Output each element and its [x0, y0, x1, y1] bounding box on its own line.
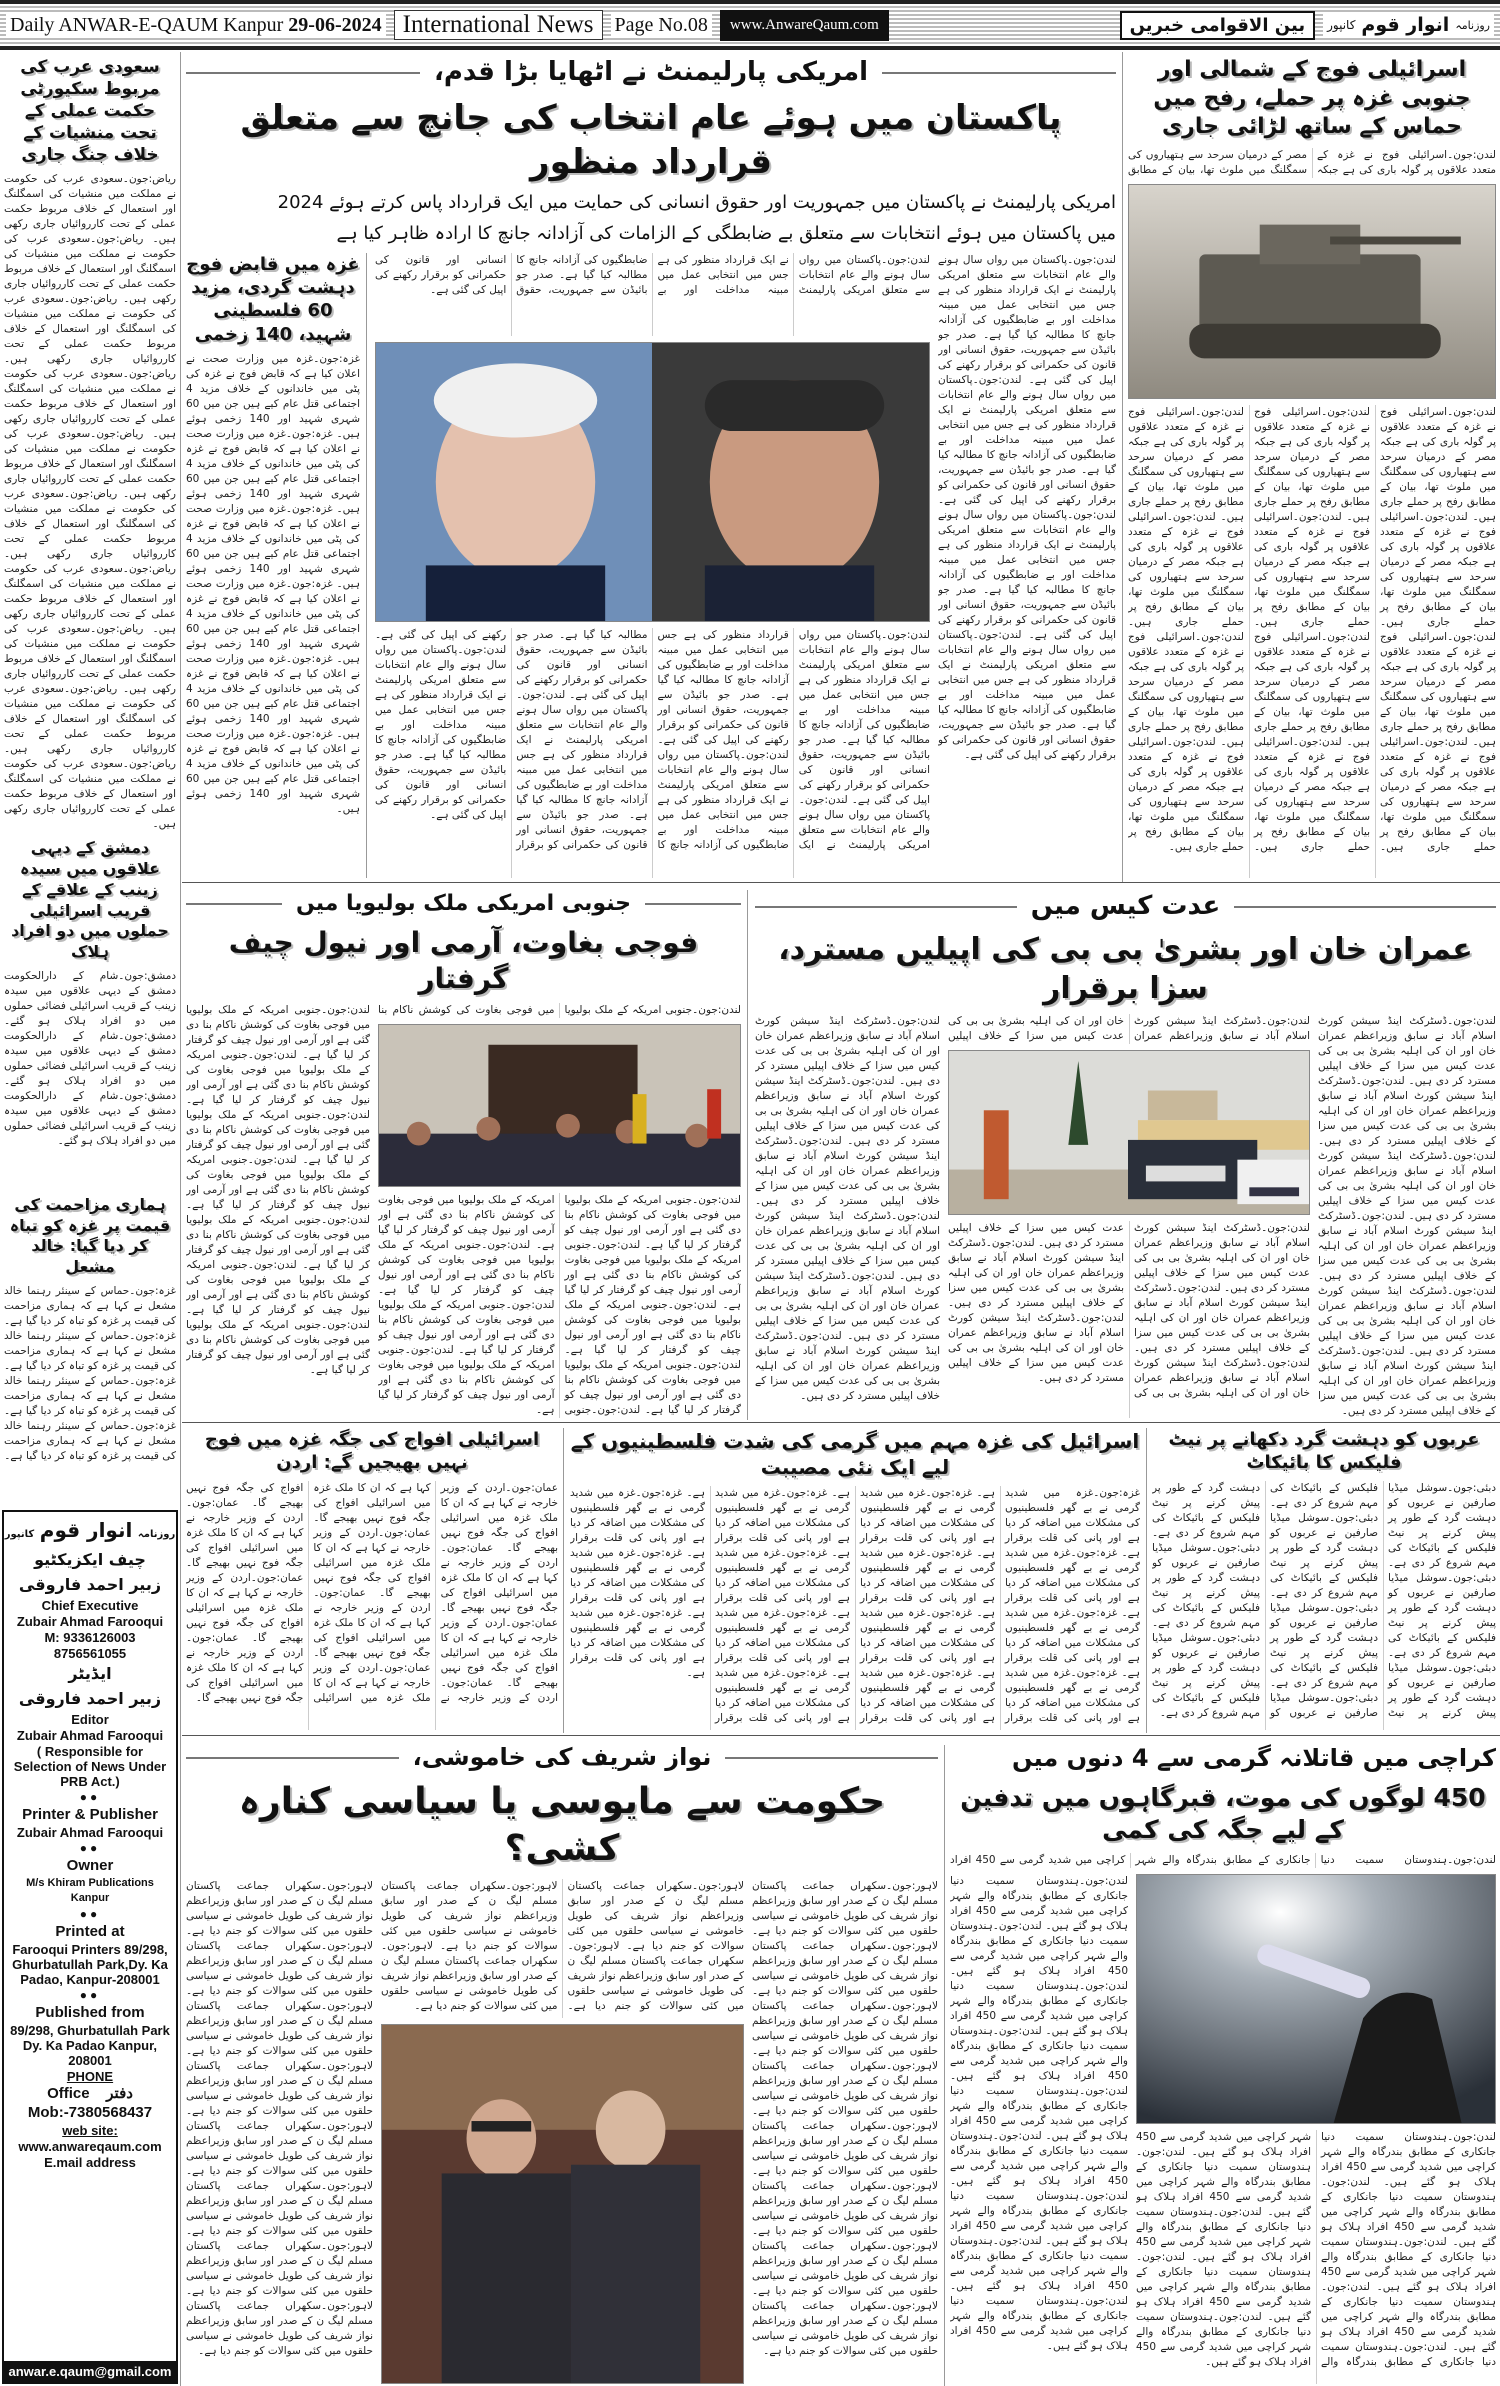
heat-photo-image: [1137, 1875, 1495, 2123]
section-title-urdu: بین الاقوامی خبریں: [1120, 11, 1315, 40]
header-left: [6, 14, 386, 37]
website-label: web site:: [62, 2123, 118, 2138]
tank-photo: [1128, 184, 1496, 399]
jordan-headline: اسرائیلی افواج کی جگہ غزہ میں فوج نہیں بھیجیں گے: اردن: [204, 1429, 540, 1474]
bolivia-kicker: [186, 890, 741, 919]
karachi-headline: 450 لوگوں کی موت، قبرگاہوں میں تدفین کے لیے جگہ کی کمی: [960, 1782, 1486, 1845]
karachi-kicker: کراچی میں قاتلانہ گرمی سے 4 دنوں میں: [1012, 1744, 1496, 1772]
lead-body-above-photo: لندن:جون۔پاکستان میں رواں سال ہونے والے عام انتخابات سے متعلق امریکی پارلیمنٹ نے ایک قرارداد منظور کی ہے جس میں انتخابی عمل میں مبینہ مداخلت اور بے ضابطگیوں کی آزادانہ جانچ کا مطالبہ کیا گیا ہے۔ صدر جو بائیڈن سے جمہوریت، حقوق انسانی اور قانون کی حکمرانی کو برقرار رکھنے کی اپیل کی گئی ہے۔: [375, 253, 930, 296]
owner-name: M/s Khiram Publications Kanpur: [26, 1877, 154, 1904]
owner-label: Owner: [66, 1857, 114, 1874]
lead-headline: پاکستان میں ہوئے عام انتخاب کی جانچ سے متعلق قرارداد منظور: [240, 97, 1062, 182]
phone-label: PHONE: [66, 2069, 114, 2084]
office-urdu: دفتر: [106, 2085, 133, 2102]
police-photo: [948, 1050, 1310, 1215]
bolivia-story: [186, 890, 741, 1418]
imran-story: [755, 890, 1496, 1418]
editor-name-urdu: زبیر احمد فاروقی: [18, 1689, 162, 1708]
karachi-body-left: لندن:جون۔ہندوستان سمیت دنیا جانکاری کے مطابق بندرگاہ والے شہر کراچی میں شدید گرمی سے 450 افراد ہلاک ہو گئے ہیں۔ لندن:جون۔ہندوستان سمیت دنیا جانکاری کے مطابق بندرگاہ والے شہر کراچی میں شدید گرمی سے 450 افراد ہلاک ہو گئے ہیں۔ لندن:جون۔ہندوستان سمیت دنیا جانکاری کے مطابق بندرگاہ والے شہر کراچی میں شدید گرمی سے 450 افراد ہلاک ہو گئے ہیں۔ لندن:جون۔ہندوستان سمیت دنیا جانکاری کے مطابق بندرگاہ والے شہر کراچی میں شدید گرمی سے 450 افراد ہلاک ہو گئے ہیں۔ لندن:جون۔ہندوستان سمیت دنیا جانکاری کے مطابق بندرگاہ والے شہر کراچی میں شدید گرمی سے 450 افراد ہلاک ہو گئے ہیں۔ لندن:جون۔ہندوستان سمیت دنیا جانکاری کے مطابق بندرگاہ والے شہر کراچی میں شدید گرمی سے 450 افراد ہلاک ہو گئے ہیں۔ لندن:جون۔ہندوستان سمیت دنیا جانکاری کے مطابق بندرگاہ والے شہر کراچی میں شدید گرمی سے 450 افراد ہلاک ہو گئے ہیں۔ لندن:جون۔ہندوستان سمیت دنیا جانکاری کے مطابق بندرگاہ والے شہر کراچی میں شدید گرمی سے 450 افراد ہلاک ہو گئے ہیں۔ لندن:جون۔ہندوستان سمیت دنیا جانکاری کے مطابق بندرگاہ والے شہر کراچی میں شدید گرمی سے 450 افراد ہلاک ہو گئے ہیں۔: [950, 1874, 1128, 2352]
separator-dots: ●●: [79, 1790, 101, 1804]
printed-address: Farooqui Printers 89/298, Ghurbatullah Park,Dy. Ka Padao, Kanpur-208001: [12, 1942, 168, 1987]
lead-kicker-text: امریکی پارلیمنٹ نے اٹھایا بڑا قدم،: [433, 57, 868, 87]
nawaz-body-top: لاہور:جون۔سکھراں جماعت پاکستان مسلم لیگ ن کے صدر اور سابق وزیراعظم نواز شریف کی طویل خاموشی نے سیاسی حلقوں میں کئی سوالات کو جنم دیا ہے۔ لاہور:جون۔سکھراں جماعت پاکستان مسلم لیگ ن کے صدر اور سابق وزیراعظم نواز شریف کی طویل خاموشی نے سیاسی حلقوں میں کئی سوالات کو جنم دیا ہے۔ لاہور:جون۔سکھراں جماعت پاکستان مسلم لیگ ن کے صدر اور سابق وزیراعظم نواز شریف کی طویل خاموشی نے سیاسی حلقوں میں کئی سوالات کو جنم دیا ہے۔ لاہور:جون۔سکھراں جماعت پاکستان مسلم لیگ ن کے صدر اور سابق وزیراعظم نواز شریف کی طویل خاموشی نے سیاسی حلقوں میں کئی سوالات کو جنم دیا ہے۔: [381, 1879, 744, 2012]
karachi-story: [950, 1742, 1496, 2384]
chief-exec-name: Zubair Ahmad Farooqui: [16, 1614, 164, 1629]
karachi-body-right: لندن:جون۔ہندوستان سمیت دنیا جانکاری کے مطابق بندرگاہ والے شہر کراچی میں شدید گرمی سے 450 افراد ہلاک ہو گئے ہیں۔ لندن:جون۔ہندوستان سمیت دنیا جانکاری کے مطابق بندرگاہ والے شہر کراچی میں شدید گرمی سے 450 افراد ہلاک ہو گئے ہیں۔ لندن:جون۔ہندوستان سمیت دنیا جانکاری کے مطابق بندرگاہ والے شہر کراچی میں شدید گرمی سے 450 افراد ہلاک ہو گئے ہیں۔ لندن:جون۔ہندوستان سمیت دنیا جانکاری کے مطابق بندرگاہ والے شہر کراچی میں شدید گرمی سے 450 افراد ہلاک ہو گئے ہیں۔ لندن:جون۔ہندوستان سمیت دنیا جانکاری کے مطابق بندرگاہ والے شہر کراچی میں شدید گرمی سے 450 افراد ہلاک ہو گئے ہیں۔ لندن:جون۔ہندوستان سمیت دنیا جانکاری کے مطابق بندرگاہ والے شہر کراچی میں شدید گرمی سے 450 افراد ہلاک ہو گئے ہیں۔ لندن:جون۔ہندوستان سمیت دنیا جانکاری کے مطابق بندرگاہ والے شہر کراچی میں شدید گرمی سے 450 افراد ہلاک ہو گئے ہیں۔ لندن:جون۔ہندوستان سمیت دنیا جانکاری کے مطابق بندرگاہ والے شہر کراچی میں شدید گرمی سے 450 افراد ہلاک ہو گئے ہیں۔ لندن:جون۔ہندوستان سمیت دنیا جانکاری کے مطابق بندرگاہ والے شہر کراچی میں شدید گرمی سے 450 افراد ہلاک ہو گئے ہیں۔: [1136, 2130, 1496, 2368]
karachi-photo-column: [1136, 1874, 1496, 2384]
imran-body-right: لندن:جون۔ڈسٹرکٹ اینڈ سیشن کورٹ اسلام آباد نے سابق وزیراعظم عمران خان اور ان کی اہلیہ بشریٰ بی بی کی عدت کیس میں سزا کے خلاف اپیلیں مسترد کر دی ہیں۔ لندن:جون۔ڈسٹرکٹ اینڈ سیشن کورٹ اسلام آباد نے سابق وزیراعظم عمران خان اور ان کی اہلیہ بشریٰ بی بی کی عدت کیس میں سزا کے خلاف اپیلیں مسترد کر دی ہیں۔ لندن:جون۔ڈسٹرکٹ اینڈ سیشن کورٹ اسلام آباد نے سابق وزیراعظم عمران خان اور ان کی اہلیہ بشریٰ بی بی کی عدت کیس میں سزا کے خلاف اپیلیں مسترد کر دی ہیں۔ لندن:جون۔ڈسٹرکٹ اینڈ سیشن کورٹ اسلام آباد نے سابق وزیراعظم عمران خان اور ان کی اہلیہ بشریٰ بی بی کی عدت کیس میں سزا کے خلاف اپیلیں مسترد کر دی ہیں۔ لندن:جون۔ڈسٹرکٹ اینڈ سیشن کورٹ اسلام آباد نے سابق وزیراعظم عمران خان اور ان کی اہلیہ بشریٰ بی بی کی عدت کیس میں سزا کے خلاف اپیلیں مسترد کر دی ہیں۔ لندن:جون۔ڈسٹرکٹ اینڈ سیشن کورٹ اسلام آباد نے سابق وزیراعظم عمران خان اور ان کی اہلیہ بشریٰ بی بی کی عدت کیس میں سزا کے خلاف اپیلیں مسترد کر دی ہیں۔: [1318, 1014, 1496, 1417]
police-photo-image: [949, 1051, 1309, 1214]
prb-note: ( Responsible for Selection of News Under PRB Act.): [13, 1744, 167, 1789]
israel-attack-headline: اسرائیلی فوج کے شمالی اور جنوبی غزہ پر حملے، رفح میں حماس کے ساتھ لڑائی جاری: [1153, 57, 1471, 140]
section-title: International News: [394, 10, 603, 40]
netflix-headline: عربوں کو دہشت گرد دکھانے پر نیٹ فلیکس کا بائیکاٹ: [1168, 1429, 1480, 1474]
separator-dots: ●●: [79, 1988, 101, 2002]
netflix-story: [1152, 1428, 1496, 1730]
israel-attack-body: لندن:جون۔اسرائیلی فوج نے غزہ کے متعدد علاقوں پر گولہ باری کی ہے جبکہ مصر کے درمیان سرحد سے ہتھیاروں کی سمگلنگ میں ملوث تھا، بیان کے مطابق رفح پر حملے جاری ہیں۔ لندن:جون۔اسرائیلی فوج نے غزہ کے متعدد علاقوں پر گولہ باری کی ہے جبکہ مصر کے درمیان سرحد سے ہتھیاروں کی سمگلنگ میں ملوث تھا، بیان کے مطابق رفح پر حملے جاری ہیں۔ لندن:جون۔اسرائیلی فوج نے غزہ کے متعدد علاقوں پر گولہ باری کی ہے جبکہ مصر کے درمیان سرحد سے ہتھیاروں کی سمگلنگ میں ملوث تھا، بیان کے مطابق رفح پر حملے جاری ہیں۔ لندن:جون۔اسرائیلی فوج نے غزہ کے متعدد علاقوں پر گولہ باری کی ہے جبکہ مصر کے درمیان سرحد سے ہتھیاروں کی سمگلنگ میں ملوث تھا، بیان کے مطابق رفح پر حملے جاری ہیں۔ لندن:جون۔اسرائیلی فوج نے غزہ کے متعدد علاقوں پر گولہ باری کی ہے جبکہ مصر کے درمیان سرحد سے ہتھیاروں کی سمگلنگ میں ملوث تھا، بیان کے مطابق رفح پر حملے جاری ہیں۔ لندن:جون۔اسرائیلی فوج نے غزہ کے متعدد علاقوں پر گولہ باری کی ہے جبکہ مصر کے درمیان سرحد سے ہتھیاروں کی سمگلنگ میں ملوث تھا، بیان کے مطابق رفح پر حملے جاری ہیں۔ لندن:جون۔اسرائیلی فوج نے غزہ کے متعدد علاقوں پر گولہ باری کی ہے جبکہ مصر کے درمیان سرحد سے ہتھیاروں کی سمگلنگ میں ملوث تھا، بیان کے مطابق رفح پر حملے جاری ہیں۔ لندن:جون۔اسرائیلی فوج نے غزہ کے متعدد علاقوں پر گولہ باری کی ہے جبکہ مصر کے درمیان سرحد سے ہتھیاروں کی سمگلنگ میں ملوث تھا، بیان کے مطابق رفح پر حملے جاری ہیں۔ لندن:جون۔اسرائیلی فوج نے غزہ کے متعدد علاقوں پر گولہ باری کی ہے جبکہ مصر کے درمیان سرحد سے ہتھیاروں کی سمگلنگ میں ملوث تھا، بیان کے مطابق رفح پر حملے جاری ہیں۔ لندن:جون۔اسرائیلی فوج نے غزہ کے متعدد علاقوں پر گولہ باری کی ہے جبکہ مصر کے درمیان سرحد سے ہتھیاروں کی سمگلنگ میں ملوث تھا، بیان کے مطابق رفح پر حملے جاری ہیں۔ لندن:جون۔اسرائیلی فوج نے غزہ کے متعدد علاقوں پر گولہ باری کی ہے جبکہ مصر کے درمیان سرحد سے ہتھیاروں کی سمگلنگ میں ملوث تھا، بیان کے مطابق رفح پر حملے جاری ہیں۔ لندن:جون۔اسرائیلی فوج نے غزہ کے متعدد علاقوں پر گولہ باری کی ہے جبکہ مصر کے درمیان سرحد سے ہتھیاروں کی سمگلنگ میں ملوث تھا، بیان کے مطابق رفح پر حملے جاری ہیں۔: [1128, 405, 1496, 853]
issue-date: 29-06-2024: [288, 13, 382, 36]
imprint-title: انوار قوم: [39, 1518, 133, 1542]
email-label: E.mail address: [44, 2155, 136, 2170]
imran-headline: عمران خان اور بشریٰ بی بی کی اپیلیں مسترد، سزا برقرار: [778, 931, 1473, 1006]
bolivia-body-right: لندن:جون۔جنوبی امریکہ کے ملک بولیویا میں فوجی بغاوت کی کوشش ناکام بنا دی گئی ہے اور آرمی اور نیول چیف کو گرفتار کر لیا گیا ہے۔ لندن:جون۔جنوبی امریکہ کے ملک بولیویا میں فوجی بغاوت کی کوشش ناکام بنا دی گئی ہے اور آرمی اور نیول چیف کو گرفتار کر لیا گیا ہے۔ لندن:جون۔جنوبی امریکہ کے ملک بولیویا میں فوجی بغاوت کی کوشش ناکام بنا دی گئی ہے اور آرمی اور نیول چیف کو گرفتار کر لیا گیا ہے۔ لندن:جون۔جنوبی امریکہ کے ملک بولیویا میں فوجی بغاوت کی کوشش ناکام بنا دی گئی ہے اور آرمی اور نیول چیف کو گرفتار کر لیا گیا ہے۔ لندن:جون۔جنوبی امریکہ کے ملک بولیویا میں فوجی بغاوت کی کوشش ناکام بنا دی گئی ہے اور آرمی اور نیول چیف کو گرفتار کر لیا گیا ہے۔ لندن:جون۔جنوبی امریکہ کے ملک بولیویا میں فوجی بغاوت کی کوشش ناکام بنا دی گئی ہے اور آرمی اور نیول چیف کو گرفتار کر لیا گیا ہے۔ لندن:جون۔جنوبی امریکہ کے ملک بولیویا میں فوجی بغاوت کی کوشش ناکام بنا دی گئی ہے اور آرمی اور نیول چیف کو گرفتار کر لیا گیا ہے۔ لندن:جون۔جنوبی امریکہ کے ملک بولیویا میں فوجی بغاوت کی کوشش ناکام بنا دی گئی ہے اور آرمی اور نیول چیف کو گرفتار کر لیا گیا ہے۔: [378, 1194, 741, 1417]
printer-label: Printer & Publisher: [22, 1806, 158, 1823]
mobile-1: 9336126003: [63, 1630, 136, 1645]
separator-dots: ●●: [79, 1907, 101, 1921]
website-link[interactable]: www.AnwareQaum.com: [720, 10, 889, 41]
gaza60-headline: غزہ میں قابض فوج دہشت گردی، مزید 60 فلسطینی شہید، 140 زخمی: [186, 253, 360, 345]
imran-body-left: لندن:جون۔ڈسٹرکٹ اینڈ سیشن کورٹ اسلام آباد نے سابق وزیراعظم عمران خان اور ان کی اہلیہ بشریٰ بی بی کی عدت کیس میں سزا کے خلاف اپیلیں مسترد کر دی ہیں۔ لندن:جون۔ڈسٹرکٹ اینڈ سیشن کورٹ اسلام آباد نے سابق وزیراعظم عمران خان اور ان کی اہلیہ بشریٰ بی بی کی عدت کیس میں سزا کے خلاف اپیلیں مسترد کر دی ہیں۔ لندن:جون۔ڈسٹرکٹ اینڈ سیشن کورٹ اسلام آباد نے سابق وزیراعظم عمران خان اور ان کی اہلیہ بشریٰ بی بی کی عدت کیس میں سزا کے خلاف اپیلیں مسترد کر دی ہیں۔ لندن:جون۔ڈسٹرکٹ اینڈ سیشن کورٹ اسلام آباد نے سابق وزیراعظم عمران خان اور ان کی اہلیہ بشریٰ بی بی کی عدت کیس میں سزا کے خلاف اپیلیں مسترد کر دی ہیں۔ لندن:جون۔ڈسٹرکٹ اینڈ سیشن کورٹ اسلام آباد نے سابق وزیراعظم عمران خان اور ان کی اہلیہ بشریٰ بی بی کی عدت کیس میں سزا کے خلاف اپیلیں مسترد کر دی ہیں۔ لندن:جون۔ڈسٹرکٹ اینڈ سیشن کورٹ اسلام آباد نے سابق وزیراعظم عمران خان اور ان کی اہلیہ بشریٰ بی بی کی عدت کیس میں سزا کے خلاف اپیلیں مسترد کر دی ہیں۔: [755, 1014, 940, 1402]
bolivia-body-left: لندن:جون۔جنوبی امریکہ کے ملک بولیویا میں فوجی بغاوت کی کوشش ناکام بنا دی گئی ہے اور آرمی اور نیول چیف کو گرفتار کر لیا گیا ہے۔ لندن:جون۔جنوبی امریکہ کے ملک بولیویا میں فوجی بغاوت کی کوشش ناکام بنا دی گئی ہے اور آرمی اور نیول چیف کو گرفتار کر لیا گیا ہے۔ لندن:جون۔جنوبی امریکہ کے ملک بولیویا میں فوجی بغاوت کی کوشش ناکام بنا دی گئی ہے اور آرمی اور نیول چیف کو گرفتار کر لیا گیا ہے۔ لندن:جون۔جنوبی امریکہ کے ملک بولیویا میں فوجی بغاوت کی کوشش ناکام بنا دی گئی ہے اور آرمی اور نیول چیف کو گرفتار کر لیا گیا ہے۔ لندن:جون۔جنوبی امریکہ کے ملک بولیویا میں فوجی بغاوت کی کوشش ناکام بنا دی گئی ہے اور آرمی اور نیول چیف کو گرفتار کر لیا گیا ہے۔ لندن:جون۔جنوبی امریکہ کے ملک بولیویا میں فوجی بغاوت کی کوشش ناکام بنا دی گئی ہے اور آرمی اور نیول چیف کو گرفتار کر لیا گیا ہے۔ لندن:جون۔جنوبی امریکہ کے ملک بولیویا میں فوجی بغاوت کی کوشش ناکام بنا دی گئی ہے اور آرمی اور نیول چیف کو گرفتار کر لیا گیا ہے۔: [186, 1004, 370, 1377]
lead-subhead-1: امریکی پارلیمنٹ نے پاکستان میں جمہوریت اور حقوق انسانی کی حمایت میں ایک قرارداد پاس کرتے ہوئے 2024: [277, 192, 1116, 214]
lead-body-right: لندن:جون۔پاکستان میں رواں سال ہونے والے عام انتخابات سے متعلق امریکی پارلیمنٹ نے ایک قرارداد منظور کی ہے جس میں انتخابی عمل میں مبینہ مداخلت اور بے ضابطگیوں کی آزادانہ جانچ کا مطالبہ کیا گیا ہے۔ صدر جو بائیڈن سے جمہوریت، حقوق انسانی اور قانون کی حکمرانی کو برقرار رکھنے کی اپیل کی گئی ہے۔ لندن:جون۔پاکستان میں رواں سال ہونے والے عام انتخابات سے متعلق امریکی پارلیمنٹ نے ایک قرارداد منظور کی ہے جس میں انتخابی عمل میں مبینہ مداخلت اور بے ضابطگیوں کی آزادانہ جانچ کا مطالبہ کیا گیا ہے۔ صدر جو بائیڈن سے جمہوریت، حقوق انسانی اور قانون کی حکمرانی کو برقرار رکھنے کی اپیل کی گئی ہے۔ لندن:جون۔پاکستان میں رواں سال ہونے والے عام انتخابات سے متعلق امریکی پارلیمنٹ نے ایک قرارداد منظور کی ہے جس میں انتخابی عمل میں مبینہ مداخلت اور بے ضابطگیوں کی آزادانہ جانچ کا مطالبہ کیا گیا ہے۔ صدر جو بائیڈن سے جمہوریت، حقوق انسانی اور قانون کی حکمرانی کو برقرار رکھنے کی اپیل کی گئی ہے۔ لندن:جون۔پاکستان میں رواں سال ہونے والے عام انتخابات سے متعلق امریکی پارلیمنٹ نے ایک قرارداد منظور کی ہے جس میں انتخابی عمل میں مبینہ مداخلت اور بے ضابطگیوں کی آزادانہ جانچ کا مطالبہ کیا گیا ہے۔ صدر جو بائیڈن سے جمہوریت، حقوق انسانی اور قانون کی حکمرانی کو برقرار رکھنے کی اپیل کی گئی ہے۔: [938, 253, 1116, 761]
lead-photo: [375, 342, 930, 622]
masthead-name: انوار قوم: [1361, 14, 1450, 36]
printer-name: Zubair Ahmad Farooqui: [16, 1825, 164, 1840]
bolivia-photo-column: [378, 1003, 741, 1418]
damascus-body: دمشق:جون۔شام کے دارالحکومت دمشق کے دیہی علاقوں میں سیدہ زینب کے قریب اسرائیلی فضائی حملوں میں دو افراد ہلاک ہو گئے۔ دمشق:جون۔شام کے دارالحکومت دمشق کے دیہی علاقوں میں سیدہ زینب کے قریب اسرائیلی فضائی حملوں میں دو افراد ہلاک ہو گئے۔ دمشق:جون۔شام کے دارالحکومت دمشق کے دیہی علاقوں میں سیدہ زینب کے قریب اسرائیلی فضائی حملوں میں دو افراد ہلاک ہو گئے۔: [4, 969, 176, 1147]
separator-dots: ●●: [79, 1841, 101, 1855]
nawaz-body-left: لاہور:جون۔سکھراں جماعت پاکستان مسلم لیگ ن کے صدر اور سابق وزیراعظم نواز شریف کی طویل خاموشی نے سیاسی حلقوں میں کئی سوالات کو جنم دیا ہے۔ لاہور:جون۔سکھراں جماعت پاکستان مسلم لیگ ن کے صدر اور سابق وزیراعظم نواز شریف کی طویل خاموشی نے سیاسی حلقوں میں کئی سوالات کو جنم دیا ہے۔ لاہور:جون۔سکھراں جماعت پاکستان مسلم لیگ ن کے صدر اور سابق وزیراعظم نواز شریف کی طویل خاموشی نے سیاسی حلقوں میں کئی سوالات کو جنم دیا ہے۔ لاہور:جون۔سکھراں جماعت پاکستان مسلم لیگ ن کے صدر اور سابق وزیراعظم نواز شریف کی طویل خاموشی نے سیاسی حلقوں میں کئی سوالات کو جنم دیا ہے۔ لاہور:جون۔سکھراں جماعت پاکستان مسلم لیگ ن کے صدر اور سابق وزیراعظم نواز شریف کی طویل خاموشی نے سیاسی حلقوں میں کئی سوالات کو جنم دیا ہے۔ لاہور:جون۔سکھراں جماعت پاکستان مسلم لیگ ن کے صدر اور سابق وزیراعظم نواز شریف کی طویل خاموشی نے سیاسی حلقوں میں کئی سوالات کو جنم دیا ہے۔ لاہور:جون۔سکھراں جماعت پاکستان مسلم لیگ ن کے صدر اور سابق وزیراعظم نواز شریف کی طویل خاموشی نے سیاسی حلقوں میں کئی سوالات کو جنم دیا ہے۔ لاہور:جون۔سکھراں جماعت پاکستان مسلم لیگ ن کے صدر اور سابق وزیراعظم نواز شریف کی طویل خاموشی نے سیاسی حلقوں میں کئی سوالات کو جنم دیا ہے۔: [186, 1879, 373, 2357]
lead-columns: [186, 253, 1116, 878]
nawaz-photo: [381, 2024, 744, 2384]
bolivia-photo-image: [379, 1025, 740, 1186]
imprint-logo: [4, 1518, 176, 1547]
imran-body-bottom: لندن:جون۔ڈسٹرکٹ اینڈ سیشن کورٹ اسلام آباد نے سابق وزیراعظم عمران خان اور ان کی اہلیہ بشریٰ بی بی کی عدت کیس میں سزا کے خلاف اپیلیں مسترد کر دی ہیں۔ لندن:جون۔ڈسٹرکٹ اینڈ سیشن کورٹ اسلام آباد نے سابق وزیراعظم عمران خان اور ان کی اہلیہ بشریٰ بی بی کی عدت کیس میں سزا کے خلاف اپیلیں مسترد کر دی ہیں۔ لندن:جون۔ڈسٹرکٹ اینڈ سیشن کورٹ اسلام آباد نے سابق وزیراعظم عمران خان اور ان کی اہلیہ بشریٰ بی بی کی عدت کیس میں سزا کے خلاف اپیلیں مسترد کر دی ہیں۔ لندن:جون۔ڈسٹرکٹ اینڈ سیشن کورٹ اسلام آباد نے سابق وزیراعظم عمران خان اور ان کی اہلیہ بشریٰ بی بی کی عدت کیس میں سزا کے خلاف اپیلیں مسترد کر دی ہیں۔ لندن:جون۔ڈسٹرکٹ اینڈ سیشن کورٹ اسلام آباد نے سابق وزیراعظم عمران خان اور ان کی اہلیہ بشریٰ بی بی کی عدت کیس میں سزا کے خلاف اپیلیں مسترد کر دی ہیں۔: [948, 1221, 1310, 1399]
lead-photo-column: [375, 253, 930, 878]
nawaz-headline: حکومت سے مایوسی یا سیاسی کنارہ کشی؟: [238, 1781, 886, 1869]
lead-story: [186, 56, 1116, 878]
imran-body-top: لندن:جون۔ڈسٹرکٹ اینڈ سیشن کورٹ اسلام آباد نے سابق وزیراعظم عمران خان اور ان کی اہلیہ بشریٰ بی بی کی عدت کیس میں سزا کے خلاف اپیلیں: [948, 1014, 1310, 1042]
nawaz-story: [186, 1742, 938, 2384]
nawaz-photo-column: [381, 1879, 744, 2384]
tank-photo-image: [1129, 185, 1495, 398]
mobile-2: 8756561055: [53, 1646, 127, 1661]
masthead-city: کانپور: [1327, 18, 1356, 32]
masthead-prefix: روزنامہ: [1455, 18, 1490, 32]
gaza60-body: غزہ:جون۔غزہ میں وزارت صحت نے اعلان کیا ہے کہ قابض فوج نے غزہ کی پٹی میں خاندانوں کے خلاف مزید 4 اجتماعی قتل عام کیے ہیں جن میں 60 شہری شہید اور 140 زخمی ہوئے ہیں۔ غزہ:جون۔غزہ میں وزارت صحت نے اعلان کیا ہے کہ قابض فوج نے غزہ کی پٹی میں خاندانوں کے خلاف مزید 4 اجتماعی قتل عام کیے ہیں جن میں 60 شہری شہید اور 140 زخمی ہوئے ہیں۔ غزہ:جون۔غزہ میں وزارت صحت نے اعلان کیا ہے کہ قابض فوج نے غزہ کی پٹی میں خاندانوں کے خلاف مزید 4 اجتماعی قتل عام کیے ہیں جن میں 60 شہری شہید اور 140 زخمی ہوئے ہیں۔ غزہ:جون۔غزہ میں وزارت صحت نے اعلان کیا ہے کہ قابض فوج نے غزہ کی پٹی میں خاندانوں کے خلاف مزید 4 اجتماعی قتل عام کیے ہیں جن میں 60 شہری شہید اور 140 زخمی ہوئے ہیں۔ غزہ:جون۔غزہ میں وزارت صحت نے اعلان کیا ہے کہ قابض فوج نے غزہ کی پٹی میں خاندانوں کے خلاف مزید 4 اجتماعی قتل عام کیے ہیں جن میں 60 شہری شہید اور 140 زخمی ہوئے ہیں۔ غزہ:جون۔غزہ میں وزارت صحت نے اعلان کیا ہے کہ قابض فوج نے غزہ کی پٹی میں خاندانوں کے خلاف مزید 4 اجتماعی قتل عام کیے ہیں جن میں 60 شہری شہید اور 140 زخمی ہوئے ہیں۔: [186, 353, 360, 816]
lead-photo-image: [376, 343, 929, 621]
bolivia-columns: [186, 1003, 741, 1418]
editor-label: Editor: [71, 1712, 109, 1727]
israel-attack-intro: لندن:جون۔اسرائیلی فوج نے غزہ کے متعدد علاقوں پر گولہ باری کی ہے جبکہ مصر کے درمیان سرحد سے ہتھیاروں کی سمگلنگ میں ملوث تھا، بیان کے مطابق: [1128, 148, 1496, 176]
newspaper-title-en: Daily ANWAR-E-QAUM Kanpur: [10, 13, 284, 36]
gaza60-story: [186, 253, 367, 878]
netflix-body: دبئی:جون۔سوشل میڈیا صارفین نے عربوں کو دہشت گرد کے طور پر پیش کرنے پر نیٹ فلیکس کے بائیکاٹ کی مہم شروع کر دی ہے۔ دبئی:جون۔سوشل میڈیا صارفین نے عربوں کو دہشت گرد کے طور پر پیش کرنے پر نیٹ فلیکس کے بائیکاٹ کی مہم شروع کر دی ہے۔ دبئی:جون۔سوشل میڈیا صارفین نے عربوں کو دہشت گرد کے طور پر پیش کرنے پر نیٹ فلیکس کے بائیکاٹ کی مہم شروع کر دی ہے۔ دبئی:جون۔سوشل میڈیا صارفین نے عربوں کو دہشت گرد کے طور پر پیش کرنے پر نیٹ فلیکس کے بائیکاٹ کی مہم شروع کر دی ہے۔ دبئی:جون۔سوشل میڈیا صارفین نے عربوں کو دہشت گرد کے طور پر پیش کرنے پر نیٹ فلیکس کے بائیکاٹ کی مہم شروع کر دی ہے۔ دبئی:جون۔سوشل میڈیا صارفین نے عربوں کو دہشت گرد کے طور پر پیش کرنے پر نیٹ فلیکس کے بائیکاٹ کی مہم شروع کر دی ہے۔ دبئی:جون۔سوشل میڈیا صارفین نے عربوں کو دہشت گرد کے طور پر پیش کرنے پر نیٹ فلیکس کے بائیکاٹ کی مہم شروع کر دی ہے۔ دبئی:جون۔سوشل میڈیا صارفین نے عربوں کو دہشت گرد کے طور پر پیش کرنے پر نیٹ فلیکس کے بائیکاٹ کی مہم شروع کر دی ہے۔: [1152, 1481, 1496, 1719]
page-number: Page No.08: [611, 14, 712, 37]
saudi-headline: سعودی عرب کی مربوط سکیورٹی حکمت عملی کے تحت منشیات کے خلاف جنگ جاری: [20, 57, 160, 166]
nawaz-body-right: لاہور:جون۔سکھراں جماعت پاکستان مسلم لیگ ن کے صدر اور سابق وزیراعظم نواز شریف کی طویل خاموشی نے سیاسی حلقوں میں کئی سوالات کو جنم دیا ہے۔ لاہور:جون۔سکھراں جماعت پاکستان مسلم لیگ ن کے صدر اور سابق وزیراعظم نواز شریف کی طویل خاموشی نے سیاسی حلقوں میں کئی سوالات کو جنم دیا ہے۔ لاہور:جون۔سکھراں جماعت پاکستان مسلم لیگ ن کے صدر اور سابق وزیراعظم نواز شریف کی طویل خاموشی نے سیاسی حلقوں میں کئی سوالات کو جنم دیا ہے۔ لاہور:جون۔سکھراں جماعت پاکستان مسلم لیگ ن کے صدر اور سابق وزیراعظم نواز شریف کی طویل خاموشی نے سیاسی حلقوں میں کئی سوالات کو جنم دیا ہے۔ لاہور:جون۔سکھراں جماعت پاکستان مسلم لیگ ن کے صدر اور سابق وزیراعظم نواز شریف کی طویل خاموشی نے سیاسی حلقوں میں کئی سوالات کو جنم دیا ہے۔ لاہور:جون۔سکھراں جماعت پاکستان مسلم لیگ ن کے صدر اور سابق وزیراعظم نواز شریف کی طویل خاموشی نے سیاسی حلقوں میں کئی سوالات کو جنم دیا ہے۔ لاہور:جون۔سکھراں جماعت پاکستان مسلم لیگ ن کے صدر اور سابق وزیراعظم نواز شریف کی طویل خاموشی نے سیاسی حلقوں میں کئی سوالات کو جنم دیا ہے۔ لاہور:جون۔سکھراں جماعت پاکستان مسلم لیگ ن کے صدر اور سابق وزیراعظم نواز شریف کی طویل خاموشی نے سیاسی حلقوں میں کئی سوالات کو جنم دیا ہے۔: [752, 1879, 938, 2357]
nawaz-photo-image: [382, 2025, 743, 2383]
bolivia-body-top: لندن:جون۔جنوبی امریکہ کے ملک بولیویا میں فوجی بغاوت کی کوشش ناکام بنا: [378, 1004, 741, 1017]
imran-columns: [755, 1014, 1496, 1418]
imprint-city: کانپور: [4, 1529, 35, 1540]
karachi-intro: لندن:جون۔ہندوستان سمیت دنیا جانکاری کے مطابق بندرگاہ والے شہر کراچی میں شدید گرمی سے 450 افراد: [950, 1853, 1496, 1866]
saudi-body: ریاض:جون۔سعودی عرب کی حکومت نے مملکت میں منشیات کی اسمگلنگ اور استعمال کے خلاف مربوط حکمت عملی کے تحت کارروائیاں جاری رکھی ہیں۔ ریاض:جون۔سعودی عرب کی حکومت نے مملکت میں منشیات کی اسمگلنگ اور استعمال کے خلاف مربوط حکمت عملی کے تحت کارروائیاں جاری رکھی ہیں۔ ریاض:جون۔سعودی عرب کی حکومت نے مملکت میں منشیات کی اسمگلنگ اور استعمال کے خلاف مربوط حکمت عملی کے تحت کارروائیاں جاری رکھی ہیں۔ ریاض:جون۔سعودی عرب کی حکومت نے مملکت میں منشیات کی اسمگلنگ اور استعمال کے خلاف مربوط حکمت عملی کے تحت کارروائیاں جاری رکھی ہیں۔ ریاض:جون۔سعودی عرب کی حکومت نے مملکت میں منشیات کی اسمگلنگ اور استعمال کے خلاف مربوط حکمت عملی کے تحت کارروائیاں جاری رکھی ہیں۔ ریاض:جون۔سعودی عرب کی حکومت نے مملکت میں منشیات کی اسمگلنگ اور استعمال کے خلاف مربوط حکمت عملی کے تحت کارروائیاں جاری رکھی ہیں۔ ریاض:جون۔سعودی عرب کی حکومت نے مملکت میں منشیات کی اسمگلنگ اور استعمال کے خلاف مربوط حکمت عملی کے تحت کارروائیاں جاری رکھی ہیں۔ ریاض:جون۔سعودی عرب کی حکومت نے مملکت میں منشیات کی اسمگلنگ اور استعمال کے خلاف مربوط حکمت عملی کے تحت کارروائیاں جاری رکھی ہیں۔ ریاض:جون۔سعودی عرب کی حکومت نے مملکت میں منشیات کی اسمگلنگ اور استعمال کے خلاف مربوط حکمت عملی کے تحت کارروائیاں جاری رکھی ہیں۔ ریاض:جون۔سعودی عرب کی حکومت نے مملکت میں منشیات کی اسمگلنگ اور استعمال کے خلاف مربوط حکمت عملی کے تحت کارروائیاں جاری رکھی ہیں۔: [4, 173, 176, 831]
published-address: 89/298, Ghurbatullah Park Dy. Ka Padao Kanpur, 208001: [10, 2023, 170, 2068]
chief-exec-name-urdu: زبیر احمد فاروقی: [18, 1575, 162, 1594]
jordan-story: [186, 1428, 558, 1730]
printed-label: Printed at: [55, 1923, 125, 1940]
gaza-heat-body: غزہ:جون۔غزہ میں شدید گرمی نے بے گھر فلسطینیوں کی مشکلات میں اضافہ کر دیا ہے اور پانی کی قلت برقرار ہے۔ غزہ:جون۔غزہ میں شدید گرمی نے بے گھر فلسطینیوں کی مشکلات میں اضافہ کر دیا ہے اور پانی کی قلت برقرار ہے۔ غزہ:جون۔غزہ میں شدید گرمی نے بے گھر فلسطینیوں کی مشکلات میں اضافہ کر دیا ہے اور پانی کی قلت برقرار ہے۔ غزہ:جون۔غزہ میں شدید گرمی نے بے گھر فلسطینیوں کی مشکلات میں اضافہ کر دیا ہے اور پانی کی قلت برقرار ہے۔ غزہ:جون۔غزہ میں شدید گرمی نے بے گھر فلسطینیوں کی مشکلات میں اضافہ کر دیا ہے اور پانی کی قلت برقرار ہے۔ غزہ:جون۔غزہ میں شدید گرمی نے بے گھر فلسطینیوں کی مشکلات میں اضافہ کر دیا ہے اور پانی کی قلت برقرار ہے۔ غزہ:جون۔غزہ میں شدید گرمی نے بے گھر فلسطینیوں کی مشکلات میں اضافہ کر دیا ہے اور پانی کی قلت برقرار ہے۔ غزہ:جون۔غزہ میں شدید گرمی نے بے گھر فلسطینیوں کی مشکلات میں اضافہ کر دیا ہے اور پانی کی قلت برقرار ہے۔ غزہ:جون۔غزہ میں شدید گرمی نے بے گھر فلسطینیوں کی مشکلات میں اضافہ کر دیا ہے اور پانی کی قلت برقرار ہے۔ غزہ:جون۔غزہ میں شدید گرمی نے بے گھر فلسطینیوں کی مشکلات میں اضافہ کر دیا ہے اور پانی کی قلت برقرار ہے۔ غزہ:جون۔غزہ میں شدید گرمی نے بے گھر فلسطینیوں کی مشکلات میں اضافہ کر دیا ہے اور پانی کی قلت برقرار ہے۔ غزہ:جون۔غزہ میں شدید گرمی نے بے گھر فلسطینیوں کی مشکلات میں اضافہ کر دیا ہے اور پانی کی قلت برقرار ہے۔ غزہ:جون۔غزہ میں شدید گرمی نے بے گھر فلسطینیوں کی مشکلات میں اضافہ کر دیا ہے اور پانی کی قلت برقرار ہے۔ غزہ:جون۔غزہ میں شدید گرمی نے بے گھر فلسطینیوں کی مشکلات میں اضافہ کر دیا ہے اور پانی کی قلت برقرار ہے۔ غزہ:جون۔غزہ میں شدید گرمی نے بے گھر فلسطینیوں کی مشکلات میں اضافہ کر دیا ہے اور پانی کی قلت برقرار ہے۔: [570, 1487, 1140, 1724]
masthead-logo: [1323, 14, 1494, 36]
bolivia-kicker-text: جنوبی امریکی ملک بولیویا میں: [295, 891, 632, 916]
nawaz-columns: [186, 1879, 938, 2384]
damascus-headline: دمشق کے دیہی علاقوں میں سیدہ زینب کے علاقے کے قریب اسرائیلی حملوں میں دو افراد ہلاک: [11, 838, 169, 962]
left-column-stories: [4, 56, 176, 1504]
gaza-heat-story: [570, 1428, 1140, 1730]
imprint-prefix: روزنامہ: [137, 1529, 176, 1540]
imprint-email[interactable]: anwar.e.qaum@gmail.com: [4, 2361, 176, 2382]
office-label: Office: [47, 2085, 90, 2102]
bolivia-photo: [378, 1024, 741, 1187]
israel-attack-story: [1128, 56, 1496, 878]
heat-photo: [1136, 1874, 1496, 2124]
editor-urdu: ایڈیٹر: [68, 1664, 112, 1683]
imprint-website[interactable]: www.anwareqaum.com: [18, 2139, 162, 2154]
jordan-body: عمان:جون۔اردن کے وزیر خارجہ نے کہا ہے کہ ان کا ملک غزہ میں اسرائیلی افواج کی جگہ فوج نہیں بھیجے گا۔ عمان:جون۔اردن کے وزیر خارجہ نے کہا ہے کہ ان کا ملک غزہ میں اسرائیلی افواج کی جگہ فوج نہیں بھیجے گا۔ عمان:جون۔اردن کے وزیر خارجہ نے کہا ہے کہ ان کا ملک غزہ میں اسرائیلی افواج کی جگہ فوج نہیں بھیجے گا۔ عمان:جون۔اردن کے وزیر خارجہ نے کہا ہے کہ ان کا ملک غزہ میں اسرائیلی افواج کی جگہ فوج نہیں بھیجے گا۔ عمان:جون۔اردن کے وزیر خارجہ نے کہا ہے کہ ان کا ملک غزہ میں اسرائیلی افواج کی جگہ فوج نہیں بھیجے گا۔ عمان:جون۔اردن کے وزیر خارجہ نے کہا ہے کہ ان کا ملک غزہ میں اسرائیلی افواج کی جگہ فوج نہیں بھیجے گا۔ عمان:جون۔اردن کے وزیر خارجہ نے کہا ہے کہ ان کا ملک غزہ میں اسرائیلی افواج کی جگہ فوج نہیں بھیجے گا۔ عمان:جون۔اردن کے وزیر خارجہ نے کہا ہے کہ ان کا ملک غزہ میں اسرائیلی افواج کی جگہ فوج نہیں بھیجے گا۔ عمان:جون۔اردن کے وزیر خارجہ نے کہا ہے کہ ان کا ملک غزہ میں اسرائیلی افواج کی جگہ فوج نہیں بھیجے گا۔ عمان:جون۔اردن کے وزیر خارجہ نے کہا ہے کہ ان کا ملک غزہ میں اسرائیلی افواج کی جگہ فوج نہیں بھیجے گا۔: [186, 1481, 558, 1704]
editor-name: Zubair Ahmad Farooqui: [16, 1728, 164, 1743]
gaza-heat-headline: اسرائیل کی غزہ مہم میں گرمی کی شدت فلسطینیوں کے لیے ایک نئی مصیبت: [570, 1429, 1140, 1479]
chief-exec-label: Chief Executive: [41, 1598, 139, 1613]
office-mobile: Mob:-7380568437: [27, 2104, 153, 2121]
published-label: Published from: [35, 2004, 145, 2021]
mashal-headline: ہماری مزاحمت کی قیمت پر غزہ کو تباہ کر دیا گیا: خالد مشعل: [9, 1194, 171, 1277]
imran-kicker-text: عدت کیس میں: [1030, 891, 1221, 921]
imran-photo-column: [948, 1014, 1310, 1418]
karachi-columns: [950, 1874, 1496, 2384]
imprint-box: [2, 1510, 178, 2384]
nawaz-kicker: [186, 1742, 938, 1773]
lead-subhead-2: میں پاکستان میں ہوئے انتخابات سے متعلق بے ضابطگی کے الزامات کی آزادانہ جانچ کا ارادہ ظاہر کیا ہے: [336, 223, 1116, 245]
page-header: [0, 0, 1500, 50]
nawaz-kicker-text: نواز شریف کی خاموشی،: [412, 1743, 712, 1771]
bolivia-headline: فوجی بغاوت، آرمی اور نیول چیف گرفتار: [228, 925, 699, 995]
chief-exec-urdu: چیف ایکزیکٹیو: [34, 1550, 146, 1569]
lead-kicker: [186, 56, 1116, 90]
imran-kicker: [755, 890, 1496, 924]
mashal-body: غزہ:جون۔حماس کے سینئر رہنما خالد مشعل نے کہا ہے کہ ہماری مزاحمت کی قیمت پر غزہ کو تباہ کر دیا گیا ہے۔ غزہ:جون۔حماس کے سینئر رہنما خالد مشعل نے کہا ہے کہ ہماری مزاحمت کی قیمت پر غزہ کو تباہ کر دیا گیا ہے۔ غزہ:جون۔حماس کے سینئر رہنما خالد مشعل نے کہا ہے کہ ہماری مزاحمت کی قیمت پر غزہ کو تباہ کر دیا گیا ہے۔ غزہ:جون۔حماس کے سینئر رہنما خالد مشعل نے کہا ہے کہ ہماری مزاحمت کی قیمت پر غزہ کو تباہ کر دیا گیا ہے۔: [4, 1285, 176, 1463]
mobile-label: M:: [44, 1630, 60, 1645]
lead-body-below-photo: لندن:جون۔پاکستان میں رواں سال ہونے والے عام انتخابات سے متعلق امریکی پارلیمنٹ نے ایک قرارداد منظور کی ہے جس میں انتخابی عمل میں مبینہ مداخلت اور بے ضابطگیوں کی آزادانہ جانچ کا مطالبہ کیا گیا ہے۔ صدر جو بائیڈن سے جمہوریت، حقوق انسانی اور قانون کی حکمرانی کو برقرار رکھنے کی اپیل کی گئی ہے۔ لندن:جون۔پاکستان میں رواں سال ہونے والے عام انتخابات سے متعلق امریکی پارلیمنٹ نے ایک قرارداد منظور کی ہے جس میں انتخابی عمل میں مبینہ مداخلت اور بے ضابطگیوں کی آزادانہ جانچ کا مطالبہ کیا گیا ہے۔ صدر جو بائیڈن سے جمہوریت، حقوق انسانی اور قانون کی حکمرانی کو برقرار رکھنے کی اپیل کی گئی ہے۔ لندن:جون۔پاکستان میں رواں سال ہونے والے عام انتخابات سے متعلق امریکی پارلیمنٹ نے ایک قرارداد منظور کی ہے جس میں انتخابی عمل میں مبینہ مداخلت اور بے ضابطگیوں کی آزادانہ جانچ کا مطالبہ کیا گیا ہے۔ صدر جو بائیڈن سے جمہوریت، حقوق انسانی اور قانون کی حکمرانی کو برقرار رکھنے کی اپیل کی گئی ہے۔ لندن:جون۔پاکستان میں رواں سال ہونے والے عام انتخابات سے متعلق امریکی پارلیمنٹ نے ایک قرارداد منظور کی ہے جس میں انتخابی عمل میں مبینہ مداخلت اور بے ضابطگیوں کی آزادانہ جانچ کا مطالبہ کیا گیا ہے۔ صدر جو بائیڈن سے جمہوریت، حقوق انسانی اور قانون کی حکمرانی کو برقرار رکھنے کی اپیل کی گئی ہے۔ لندن:جون۔پاکستان میں رواں سال ہونے والے عام انتخابات سے متعلق امریکی پارلیمنٹ نے ایک قرارداد منظور کی ہے جس میں انتخابی عمل میں مبینہ مداخلت اور بے ضابطگیوں کی آزادانہ جانچ کا مطالبہ کیا گیا ہے۔ صدر جو بائیڈن سے جمہوریت، حقوق انسانی اور قانون کی حکمرانی کو برقرار رکھنے کی اپیل کی گئی ہے۔: [375, 628, 930, 851]
